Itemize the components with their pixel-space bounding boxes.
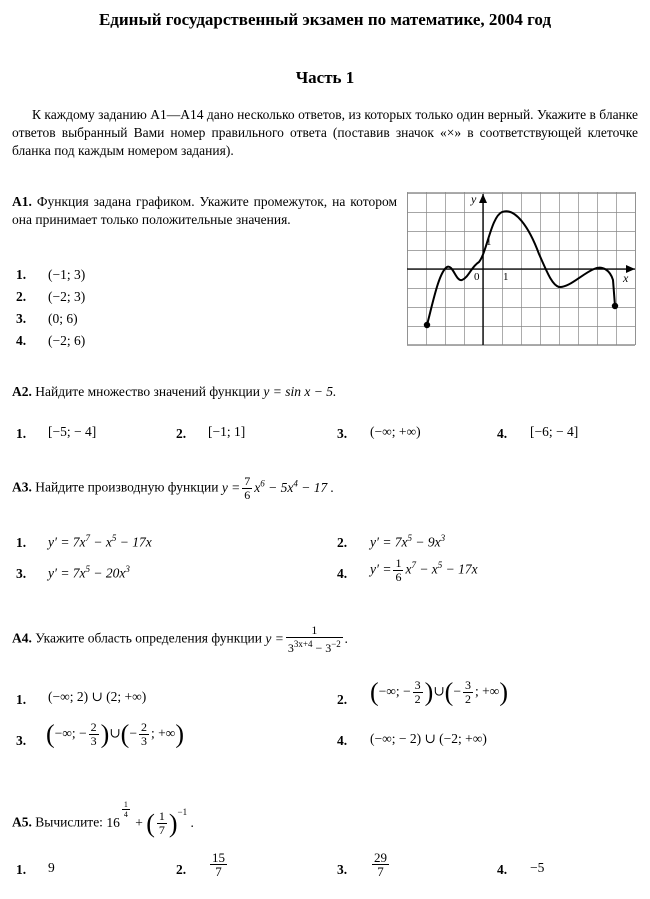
question-a1 <box>12 193 397 229</box>
a3-option-1[interactable]: $y' = 7x^7 - x^5 - 17x$ <box>48 533 152 550</box>
question-a4-formula: y = $\frac{1}{3^{3x+4} - 3^{-2}}$ . <box>265 623 349 655</box>
a5-option-1[interactable]: 9 <box>48 860 55 875</box>
option-number: 3. <box>16 733 27 748</box>
option-number: 3. <box>16 566 27 581</box>
a1-option-1[interactable]: (−1; 3) <box>48 267 86 282</box>
curve-end-point <box>612 303 618 309</box>
function-curve <box>427 211 615 325</box>
a5-option-3[interactable]: $\frac{29}{7}$ <box>374 850 387 879</box>
question-a5-label: А5. <box>12 814 32 830</box>
question-a4-text: Укажите область определения функции <box>35 630 263 646</box>
question-a3-formula: y = $\frac{7}{6}$ $x^6 - 5x^4 - 17$ . <box>221 473 335 502</box>
a4-option-3[interactable]: (−∞; − $\frac{2}{3}$ )∪(− $\frac{2}{3}$ ; +∞) <box>46 719 184 749</box>
a3-option-3[interactable]: $y' = 7x^5 - 20x^3$ <box>48 564 130 581</box>
question-a1-label: А1. <box>12 194 32 209</box>
y-axis-arrow <box>479 194 487 203</box>
question-a2-label: А2. <box>12 384 32 399</box>
option-number: 1. <box>16 267 27 282</box>
a1-option-3[interactable]: (0; 6) <box>48 311 78 326</box>
question-a3-text: Найдите производную функции <box>35 479 219 495</box>
option-number: 3. <box>337 862 348 877</box>
question-a4 <box>12 624 348 655</box>
option-number: 2. <box>176 862 187 877</box>
a5-option-2[interactable]: $\frac{15}{7}$ <box>212 850 225 879</box>
a2-option-2[interactable]: [−1; 1] <box>208 424 246 439</box>
a2-option-1[interactable]: [−5; − 4] <box>48 424 97 439</box>
a3-option-4[interactable]: y′ = $\frac{1}{6}$ $x^7 - x^5 - 17x$ <box>370 556 478 584</box>
question-a5 <box>12 800 194 837</box>
option-number: 4. <box>497 426 508 441</box>
a3-option-2[interactable]: $y' = 7x^5 - 9x^3$ <box>370 533 446 550</box>
curve-start-point <box>424 322 430 328</box>
a1-option-4[interactable]: (−2; 6) <box>48 333 86 348</box>
question-a4-label: А4. <box>12 630 32 646</box>
a2-option-3[interactable]: (−∞; +∞) <box>370 424 421 439</box>
question-a2-text: Найдите множество значений функции <box>35 384 260 399</box>
option-number: 1. <box>16 426 27 441</box>
a4-option-2[interactable]: (−∞; − $\frac{3}{2}$ )∪(− $\frac{3}{2}$ ; +∞) <box>370 677 508 707</box>
origin-label: 0 <box>474 271 480 283</box>
question-a3-label: А3. <box>12 479 32 495</box>
a4-option-1[interactable]: (−∞; 2) ∪ (2; +∞) <box>48 689 147 704</box>
a2-option-4[interactable]: [−6; − 4] <box>530 424 579 439</box>
question-a5-formula: 16 $^{\frac{1}{4}}$ + ( $\frac{1}{7}$ )$^{-1}$ . <box>106 800 194 838</box>
a5-option-4[interactable]: −5 <box>530 860 545 875</box>
part-heading: Часть 1 <box>295 68 355 87</box>
x-unit-label: 1 <box>503 271 509 283</box>
a1-option-2[interactable]: (−2; 3) <box>48 289 86 304</box>
option-number: 3. <box>16 311 27 326</box>
a4-option-4[interactable]: (−∞; − 2) ∪ (−2; +∞) <box>370 731 487 746</box>
question-a3 <box>12 474 334 502</box>
option-number: 1. <box>16 862 27 877</box>
option-number: 3. <box>337 426 348 441</box>
y-unit-label: 1 <box>486 236 492 248</box>
option-number: 4. <box>497 862 508 877</box>
y-axis-label: y <box>471 192 477 206</box>
question-a1-text: Функция задана графиком. Укажите промежуток, на котором она принимает только положительные значения. <box>12 194 397 227</box>
question-a2 <box>12 383 336 401</box>
option-number: 1. <box>16 535 27 550</box>
option-number: 2. <box>176 426 187 441</box>
document-title: Единый государственный экзамен по математике, 2004 год <box>98 10 552 29</box>
option-number: 4. <box>337 733 348 748</box>
option-number: 1. <box>16 692 27 707</box>
option-number: 2. <box>337 692 348 707</box>
question-a5-text: Вычислите: <box>35 814 103 830</box>
option-number: 4. <box>337 566 348 581</box>
option-number: 4. <box>16 333 27 348</box>
function-graph <box>407 192 637 346</box>
option-number: 2. <box>337 535 348 550</box>
option-number: 2. <box>16 289 27 304</box>
question-a2-formula: y = sin x − 5. <box>263 384 337 399</box>
intro-paragraph: К каждому заданию А1—А14 дано несколько ответов, из которых только один верный. Укажите в бланке ответов выбранный Вами номер правильного ответа (поставив значок «×» в соответствующей клеточке бланка под каждым номером задания). <box>12 107 638 158</box>
x-axis-label: x <box>623 271 629 285</box>
